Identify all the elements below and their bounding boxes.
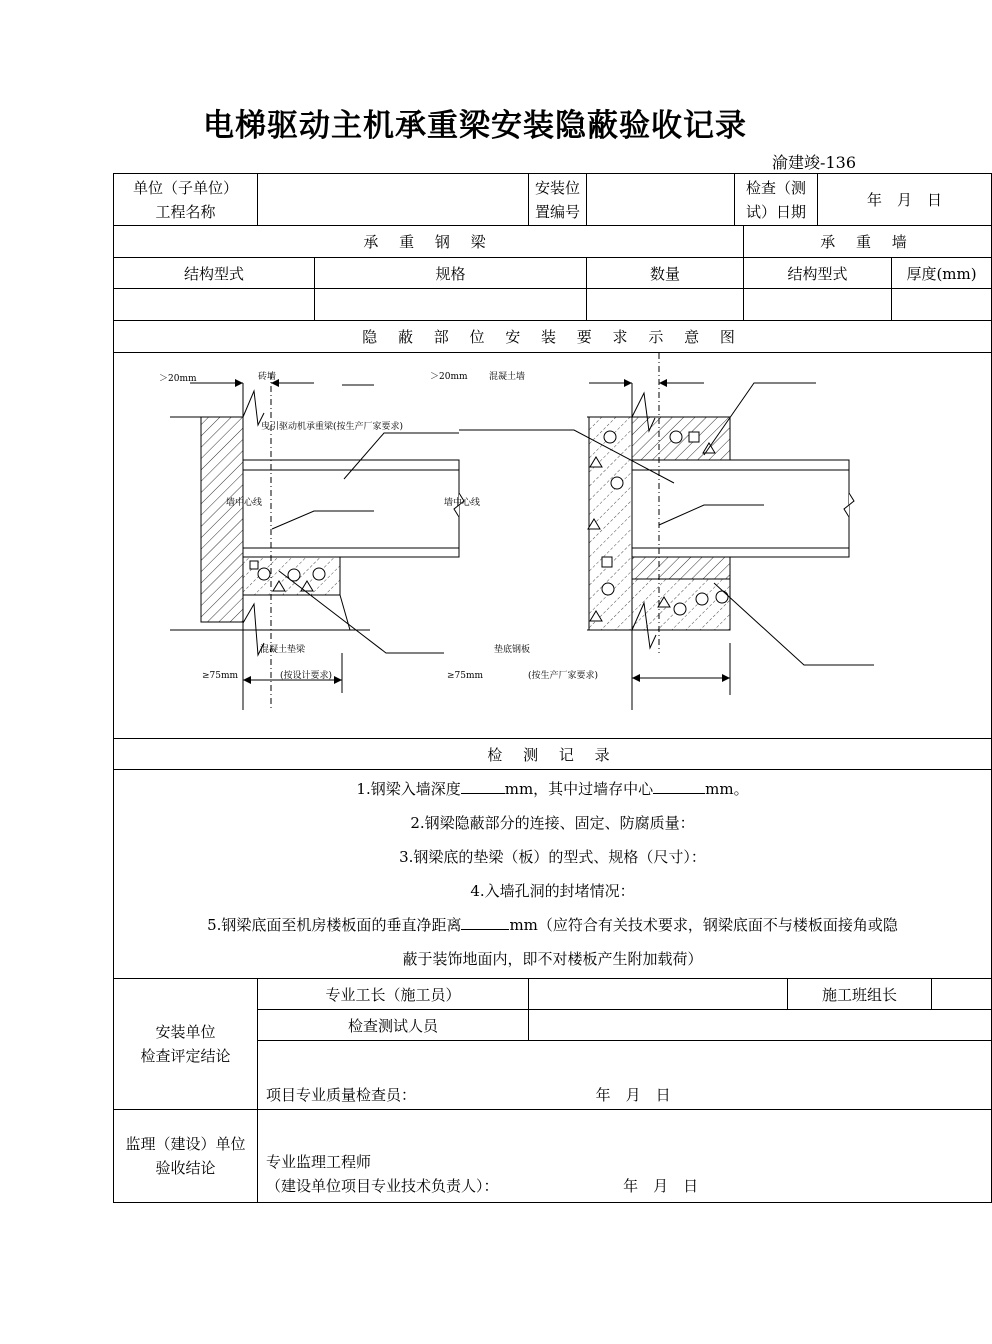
install-conclusion-field[interactable]	[258, 1041, 992, 1110]
record-2: 2.钢梁隐蔽部分的连接、固定、防腐质量：	[410, 814, 695, 832]
record-3: 3.钢梁底的垫梁（板）的型式、规格（尺寸）：	[399, 848, 706, 866]
page-title: 电梯驱动主机承重梁安装隐蔽验收记录	[203, 108, 747, 144]
position-label	[529, 174, 587, 226]
install-label-line2: 检查评定结论	[140, 1047, 231, 1065]
label-ge75-left: ≥75mm	[202, 671, 239, 681]
right-concrete-wall	[587, 383, 632, 710]
right-upper-block	[632, 393, 730, 460]
spec-cell[interactable]	[315, 289, 587, 321]
unit-name-label	[114, 174, 258, 226]
record-5-distance-blank[interactable]	[461, 913, 509, 930]
left-pad-beam	[170, 557, 370, 630]
position-field[interactable]	[587, 174, 735, 226]
team-leader-label: 施工班组长	[788, 979, 932, 1010]
date-label-line1: 检查（测	[746, 178, 807, 197]
foreman-field[interactable]	[529, 979, 788, 1010]
supervision-label	[114, 1110, 258, 1203]
supervision-conclusion-field[interactable]	[258, 1110, 992, 1203]
col-qty: 数量	[587, 258, 744, 289]
owner-rep-label: （建设单位项目专业技术负责人）：	[266, 1177, 499, 1195]
position-label-line1: 安装位	[534, 178, 580, 197]
record-5	[122, 908, 983, 942]
col-struct-type: 结构型式	[114, 258, 315, 289]
label-gt20-left: ＞20mm	[159, 374, 197, 384]
unit-label-line1: 单位（子单位）	[132, 178, 238, 197]
label-ge75-right: ≥75mm	[447, 671, 484, 681]
team-leader-field[interactable]	[932, 979, 992, 1010]
label-maker-req: (按生产厂家要求)	[528, 671, 599, 681]
diagram-heading: 隐 蔽 部 位 安 装 要 求 示 意 图	[114, 321, 992, 353]
label-gt20-right: ＞20mm	[430, 372, 468, 382]
record-1-center-blank[interactable]	[653, 777, 705, 794]
qty-cell[interactable]	[587, 289, 744, 321]
record-5-text-b: mm（应符合有关技术要求，钢梁底面不与楼板面接角或隐	[509, 916, 898, 934]
supervision-owner-line	[266, 1174, 983, 1198]
inspector-label: 项目专业质量检查员：	[266, 1086, 417, 1104]
record-1	[122, 772, 983, 806]
records-body	[114, 770, 992, 979]
document-number: 渝建竣-136	[772, 153, 856, 172]
record-1-text-b: mm，其中过墙存中心	[504, 780, 654, 798]
supervision-date: 年 月 日	[623, 1177, 699, 1195]
record-1-depth-blank[interactable]	[461, 777, 505, 794]
inspection-form	[113, 173, 992, 1203]
position-label-line2: 置编号	[534, 202, 580, 221]
col-wall-struct-type: 结构型式	[744, 258, 892, 289]
thickness-cell[interactable]	[892, 289, 992, 321]
label-concrete-wall: 混凝土墙	[489, 372, 526, 382]
date-label	[735, 174, 818, 226]
record-1-text-c: mm。	[705, 780, 749, 798]
supervision-label-line1: 监理（建设）单位	[125, 1135, 246, 1153]
label-design-req: (按设计要求)	[280, 671, 333, 681]
left-brick-wall	[170, 383, 264, 710]
record-5-text-a: 5.钢梁底面至机房楼板面的垂直净距离	[207, 916, 462, 934]
diagram-cell	[114, 353, 992, 739]
record-5-cont: 蔽于装饰地面内，即不对楼板产生附加载荷）	[402, 950, 703, 968]
date-field[interactable]: 年 月 日	[818, 174, 992, 226]
left-steel-beam	[243, 460, 464, 557]
record-1-text-a: 1.钢梁入墙深度	[356, 780, 461, 798]
label-center-left: 墙中心线	[226, 498, 263, 508]
wall-struct-type-cell[interactable]	[744, 289, 892, 321]
label-pad-plate: 垫底钢板	[494, 645, 531, 655]
unit-name-field[interactable]	[258, 174, 529, 226]
label-machine-beam: 曳引驱动机承重梁(按生产厂家要求)	[261, 422, 404, 432]
wall-section-heading: 承 重 墙	[744, 226, 992, 258]
install-date: 年 月 日	[595, 1086, 671, 1104]
col-spec: 规格	[315, 258, 587, 289]
supervision-label-line2: 验收结论	[155, 1159, 216, 1177]
struct-type-cell[interactable]	[114, 289, 315, 321]
date-label-line2: 试）日期	[746, 202, 807, 221]
install-unit-label	[114, 979, 258, 1110]
records-heading: 检 测 记 录	[114, 739, 992, 770]
install-label-line1: 安装单位	[155, 1023, 216, 1041]
right-steel-beam	[632, 460, 854, 557]
label-brick-wall: 砖墙	[258, 372, 277, 382]
tester-label: 检查测试人员	[258, 1010, 529, 1041]
col-thickness: 厚度(mm)	[892, 258, 992, 289]
supervision-engineer-label: 专业监理工程师	[266, 1153, 372, 1171]
unit-label-line2: 工程名称	[155, 202, 216, 221]
label-center-right: 墙中心线	[444, 498, 481, 508]
label-pad-beam: 混凝土垫梁	[260, 645, 306, 655]
foreman-label: 专业工长（施工员）	[258, 979, 529, 1010]
tester-field[interactable]	[529, 1010, 992, 1041]
record-4: 4.入墙孔洞的封堵情况：	[470, 882, 635, 900]
beam-section-heading: 承 重 钢 梁	[114, 226, 744, 258]
installation-diagram	[114, 353, 890, 738]
